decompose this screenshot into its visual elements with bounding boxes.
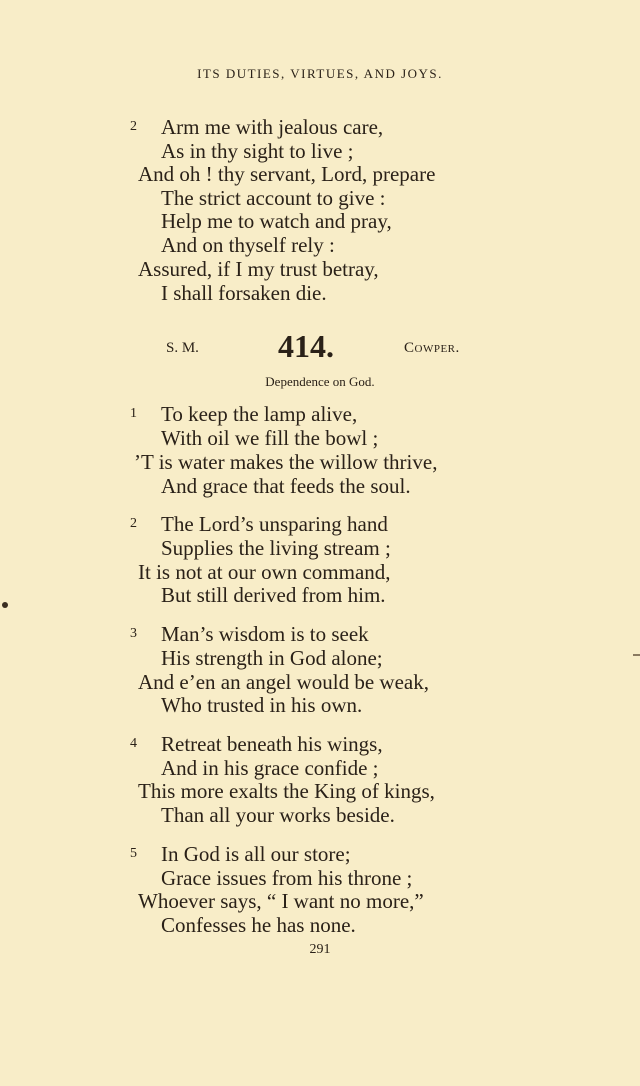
verse-number: 2 — [130, 516, 137, 531]
hymn-meter: S. M. — [166, 340, 199, 356]
verse-line: I shall forsaken die. — [161, 281, 327, 305]
hymn-number: 414. — [278, 328, 334, 364]
running-header: ITS DUTIES, VIRTUES, AND JOYS. — [197, 66, 443, 81]
ink-spot — [2, 602, 8, 608]
verse-line: As in thy sight to live ; — [161, 139, 354, 163]
verse-line: Who trusted in his own. — [161, 693, 363, 717]
hymn-author: Cowper. — [404, 340, 460, 356]
verse-line: Supplies the living stream ; — [161, 536, 391, 560]
verse-line: Confesses he has none. — [161, 913, 356, 937]
hymn-subtitle: Dependence on God. — [265, 374, 375, 389]
verse-number: 2 — [130, 119, 137, 134]
verse-line: Whoever says, “ I want no more,” — [138, 889, 424, 913]
verse-line: Man’s wisdom is to seek — [161, 622, 369, 646]
verse-line: Arm me with jealous care, — [161, 115, 384, 139]
verse-line: And on thyself rely : — [161, 233, 335, 257]
verse-line: To keep the lamp alive, — [161, 402, 358, 426]
verse-line: Than all your works beside. — [161, 803, 395, 827]
verse-line: His strength in God alone; — [161, 646, 383, 670]
verse-line: In God is all our store; — [161, 842, 351, 866]
verse-line: With oil we fill the bowl ; — [161, 426, 379, 450]
verse-line: And oh ! thy servant, Lord, prepare — [138, 162, 436, 186]
verse-line: Assured, if I my trust betray, — [138, 257, 379, 281]
verse-line: Grace issues from his throne ; — [161, 866, 413, 890]
page-number: 291 — [309, 942, 331, 957]
verse-line: And in his grace confide ; — [161, 756, 379, 780]
verse-line: ’T is water makes the willow thrive, — [134, 450, 438, 474]
verse-line: And grace that feeds the soul. — [161, 474, 411, 498]
hymn-heading — [0, 328, 640, 368]
margin-mark — [633, 654, 640, 656]
verse-line: Help me to watch and pray, — [161, 209, 392, 233]
verse-line: This more exalts the King of kings, — [138, 779, 435, 803]
verse-line: The strict account to give : — [161, 186, 386, 210]
verse-number: 5 — [130, 846, 137, 861]
verse-line: Retreat beneath his wings, — [161, 732, 383, 756]
verse-line: But still derived from him. — [161, 583, 386, 607]
verse-line: And e’en an angel would be weak, — [138, 670, 429, 694]
verse-number: 4 — [130, 736, 137, 751]
verse-number: 3 — [130, 626, 137, 641]
verse-line: It is not at our own command, — [138, 560, 391, 584]
verse-number: 1 — [130, 406, 137, 421]
verse-line: The Lord’s unsparing hand — [161, 512, 388, 536]
